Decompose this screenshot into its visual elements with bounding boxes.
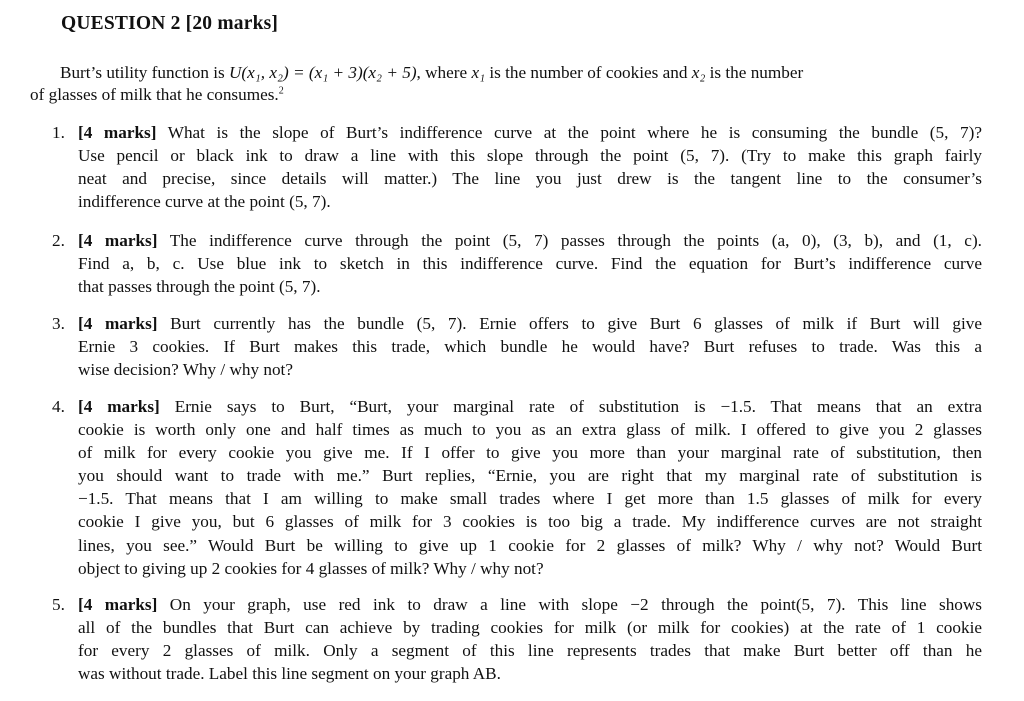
footnote-mark: 2 bbox=[278, 85, 284, 97]
variable-x2: x₂ bbox=[691, 63, 706, 82]
question-line: neat and precise, since details will matter.) The line you just drew is the tangent line to the consumer’s bbox=[78, 169, 982, 189]
intro-paragraph bbox=[30, 62, 982, 106]
marks-label: [4 marks] bbox=[78, 397, 160, 416]
question-line: of milk for every cookie you give me. If I offer to give you more than your marginal rate of substitution, then bbox=[78, 443, 982, 463]
marks-label: [4 marks] bbox=[78, 231, 158, 250]
question-number: 2. bbox=[52, 231, 65, 250]
question-body bbox=[78, 121, 982, 213]
question-body bbox=[78, 395, 982, 580]
question-line: was without trade. Label this line segment on your graph AB. bbox=[78, 664, 501, 684]
question-text: Ernie says to Burt, “Burt, your marginal rate of substitution is −1.5. That means that an extra bbox=[174, 397, 983, 416]
intro-text-b: , where bbox=[416, 63, 472, 82]
question-line: wise decision? Why / why not? bbox=[78, 360, 293, 380]
question-line: Ernie 3 cookies. If Burt makes this trade, which bundle he would have? Burt refuses to trade. Was this a bbox=[78, 337, 982, 357]
marks-label: [4 marks] bbox=[78, 314, 158, 333]
question-line: Use pencil or black ink to draw a line with this slope through the point (5, 7). (Try to make this graph fairly bbox=[78, 146, 982, 166]
intro-line-1 bbox=[30, 62, 982, 84]
question-line bbox=[78, 312, 982, 335]
question-body bbox=[78, 229, 982, 298]
intro-text-e: of glasses of milk that he consumes. bbox=[30, 85, 279, 104]
question-line bbox=[78, 121, 982, 144]
question-line: for every 2 glasses of milk. Only a segment of this line represents trades that make Burt better off than he bbox=[78, 641, 982, 661]
question-text: The indifference curve through the point (5, 7) passes through the points (a, 0), (3, b), and (1, c). bbox=[169, 231, 982, 250]
question-line: lines, you see.” Would Burt be willing to give up 1 cookie for 2 glasses of milk? Why / why not? Would Burt bbox=[78, 535, 982, 555]
question-body bbox=[78, 312, 982, 381]
intro-text-d: is the number bbox=[705, 63, 804, 82]
question-text: What is the slope of Burt’s indifference curve at the point where he is consuming the bundle (5, 7)? bbox=[167, 123, 982, 142]
question-number: 5. bbox=[52, 595, 65, 614]
intro-line-2 bbox=[30, 84, 982, 106]
question-text: Burt currently has the bundle (5, 7). Ernie offers to give Burt 6 glasses of milk if Burt will give bbox=[170, 314, 982, 333]
question-heading: QUESTION 2 [20 marks] bbox=[61, 13, 279, 34]
question-line: cookie I give you, but 6 glasses of milk for 3 cookies is too big a trade. My indifference curves are not straight bbox=[78, 512, 982, 532]
intro-text-c: is the number of cookies and bbox=[485, 63, 692, 82]
question-body bbox=[78, 593, 982, 685]
question-line: you should want to trade with me.” Burt replies, “Ernie, you are right that my marginal rate of substitution is bbox=[78, 466, 982, 486]
question-line: indifference curve at the point (5, 7). bbox=[78, 192, 331, 212]
question-line: cookie is worth only one and half times as much to you as an extra glass of milk. I offered to give you 2 glasses bbox=[78, 420, 982, 440]
question-line bbox=[78, 395, 982, 418]
question-line: Find a, b, c. Use blue ink to sketch in this indifference curve. Find the equation for Burt’s indifference curve bbox=[78, 254, 982, 274]
intro-text-a: Burt’s utility function is bbox=[60, 63, 230, 82]
question-number: 3. bbox=[52, 314, 65, 333]
utility-function: U(x₁, x₂) = (x₁ + 3)(x₂ + 5) bbox=[229, 63, 417, 82]
question-line: all of the bundles that Burt can achieve by trading cookies for milk (or milk for cookies) at the rate of 1 cookie bbox=[78, 618, 982, 638]
question-line bbox=[78, 593, 982, 616]
variable-x1: x₁ bbox=[471, 63, 486, 82]
question-line: −1.5. That means that I am willing to make small trades where I get more than 1.5 glasses of milk for every bbox=[78, 489, 982, 509]
question-line: object to giving up 2 cookies for 4 glasses of milk? Why / why not? bbox=[78, 558, 544, 578]
question-number: 4. bbox=[52, 397, 65, 416]
question-line bbox=[78, 229, 982, 252]
question-text: On your graph, use red ink to draw a line with slope −2 through the point(5, 7). This line shows bbox=[169, 595, 982, 614]
marks-label: [4 marks] bbox=[78, 123, 157, 142]
question-line: that passes through the point (5, 7). bbox=[78, 277, 321, 297]
question-number: 1. bbox=[52, 123, 65, 142]
marks-label: [4 marks] bbox=[78, 595, 158, 614]
